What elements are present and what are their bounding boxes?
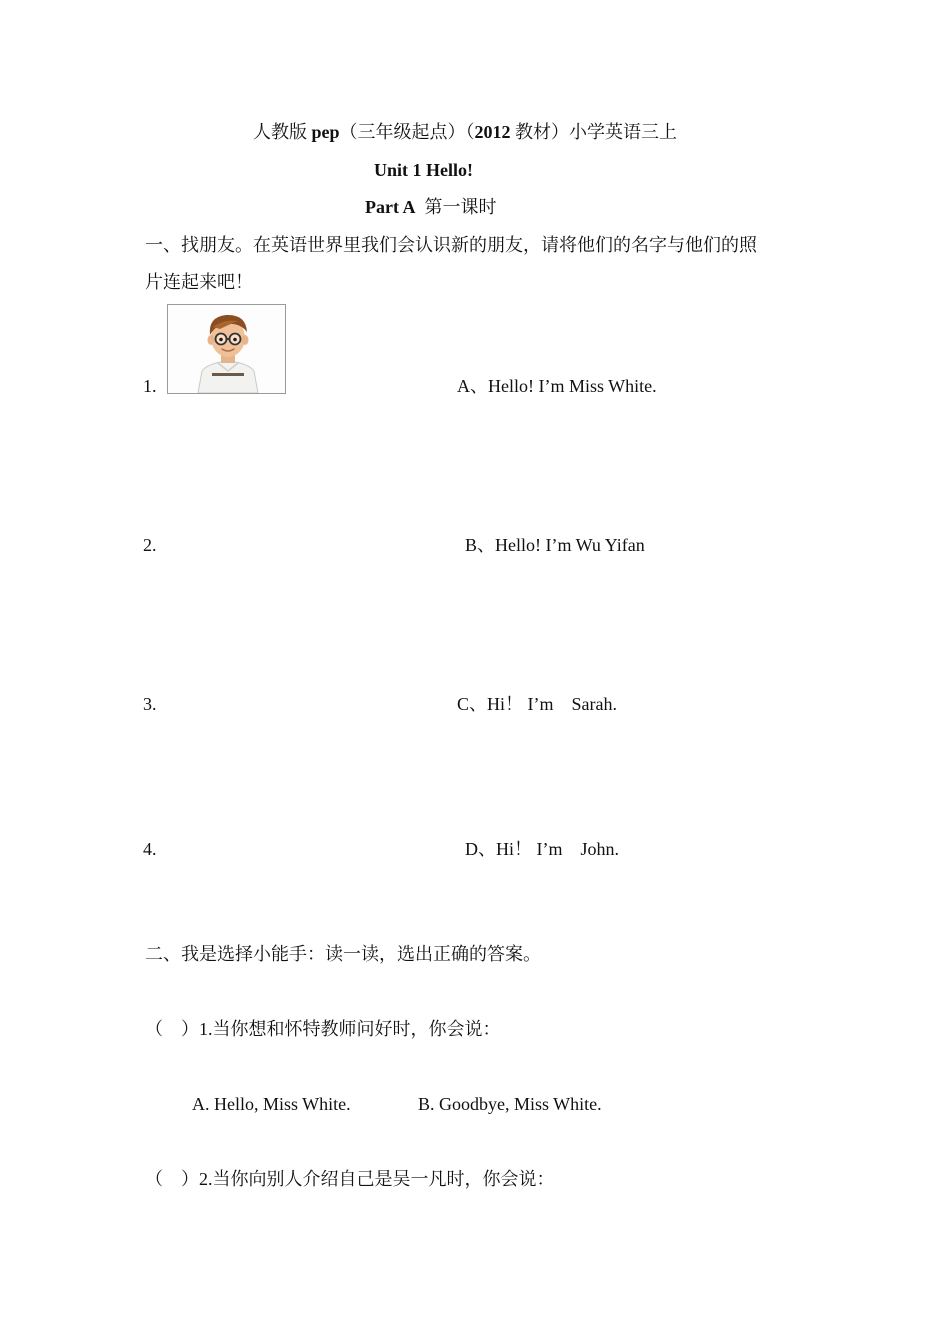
title-text-pep: pep xyxy=(311,122,340,142)
match-option: C、Hi！ I’m Sarah. xyxy=(457,694,617,714)
answer-bracket[interactable]: （ ） xyxy=(145,1169,199,1189)
question-2 xyxy=(145,1170,555,1188)
question-1-option-b: B. Goodbye, Miss White. xyxy=(418,1094,602,1114)
title-text-mid: （三年级起点）（ xyxy=(339,122,475,142)
question-text: 1.当你想和怀特教师问好时，你会说： xyxy=(199,1019,501,1039)
question-1 xyxy=(145,1020,501,1038)
part-heading xyxy=(365,198,496,216)
title-text-year: 2012 xyxy=(474,122,511,142)
unit-title: Unit 1 Hello! xyxy=(374,160,473,180)
answer-bracket[interactable]: （ ） xyxy=(145,1019,199,1039)
boy-with-glasses-icon xyxy=(167,304,286,394)
match-number: 1. xyxy=(143,376,157,396)
title-text-post: 教材）小学英语三上 xyxy=(510,122,677,142)
part-label: Part A xyxy=(365,197,416,217)
match-option: A、Hello! I’m Miss White. xyxy=(457,376,657,396)
match-option: B、Hello! I’m Wu Yifan xyxy=(465,535,645,555)
section1-instruction-line2: 片连起来吧！ xyxy=(145,272,253,292)
question-text: 2.当你向别人介绍自己是吴一凡时，你会说： xyxy=(199,1169,555,1189)
match-number: 4. xyxy=(143,839,157,859)
section1-instruction-line1: 一、找朋友。在英语世界里我们会认识新的朋友，请将他们的名字与他们的照 xyxy=(145,235,757,255)
match-number: 3. xyxy=(143,694,157,714)
section2-instruction: 二、我是选择小能手：读一读，选出正确的答案。 xyxy=(145,944,541,964)
match-number: 2. xyxy=(143,535,157,555)
title-text-pre: 人教版 xyxy=(252,122,312,142)
match-option: D、Hi！ I’m John. xyxy=(465,839,619,859)
document-title xyxy=(0,123,930,141)
question-1-option-a: A. Hello, Miss White. xyxy=(192,1094,351,1114)
lesson-label: 第一课时 xyxy=(424,197,497,217)
